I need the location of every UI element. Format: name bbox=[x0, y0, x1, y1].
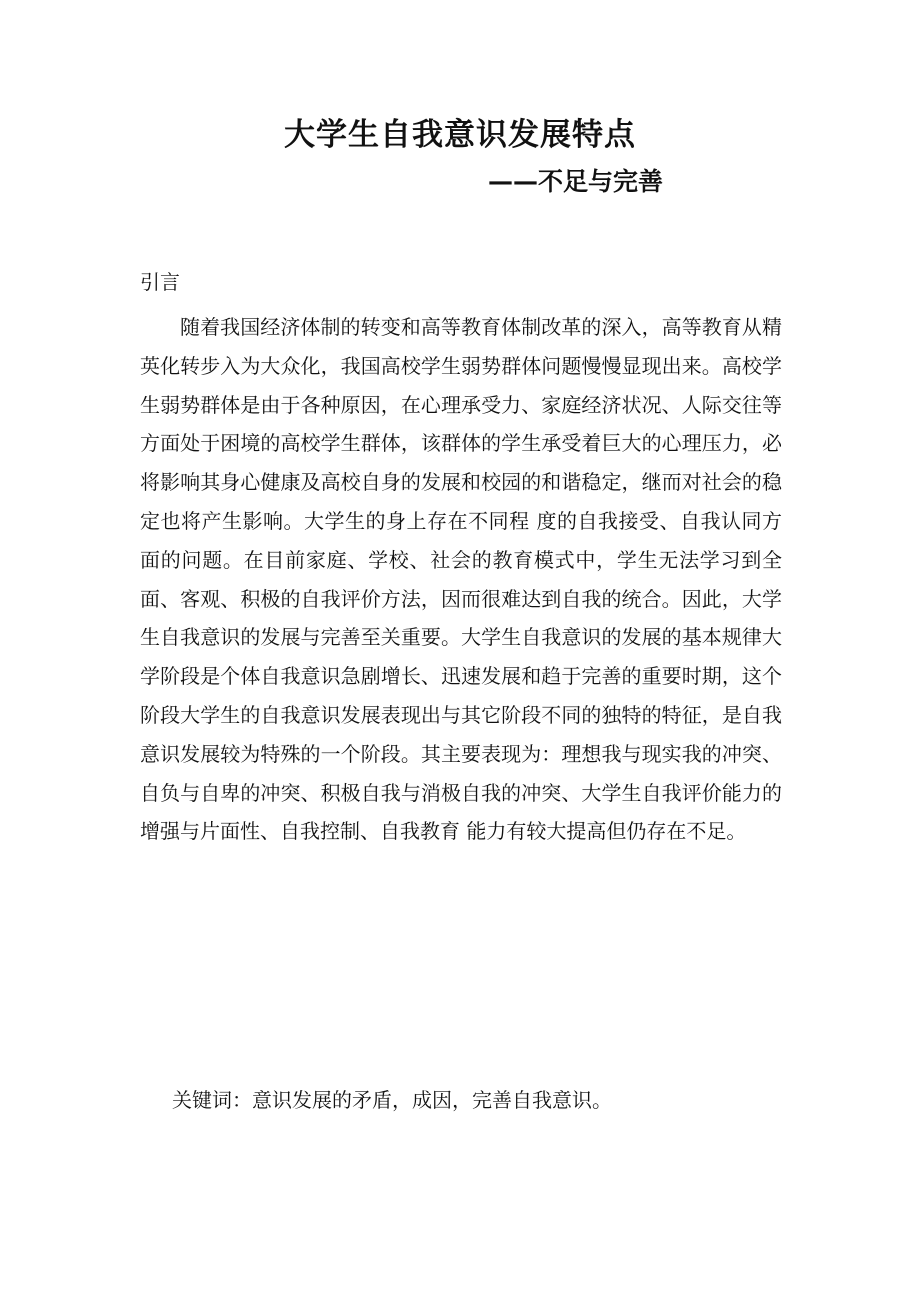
document-subtitle: ——不足与完善 bbox=[488, 167, 664, 196]
body-paragraph: 随着我国经济体制的转变和高等教育体制改革的深入，高等教育从精英化转步入为大众化，我国高校学生弱势群体问题慢慢显现出来。高校学生弱势群体是由于各种原因，在心理承受力、家庭经济状况、人际交往等方面处于困境的高校学生群体，该群体的学生承受着巨大的心理压力，必将影响其身心健康及高校自身的发展和校园的和谐稳定，继而对社会的稳定也将产生影响。大学生的身上存在不同程 度的自我接受、自我认同方面的问题。在目前家庭、学校、社会的教育模式中，学生无法学习到全面、客观、积极的自我评价方法，因而很难达到自我的统合。因此，大学生自我意识的发展与完善至关重要。大学生自我意识的发展的基本规律大学阶段是个体自我意识急剧增长、迅速发展和趋于完善的重要时期，这个阶段大学生的自我意识发展表现出与其它阶段不同的独特的特征，是自我意识发展较为特殊的一个阶段。其主要表现为：理想我与现实我的冲突、自负与自卑的冲突、积极自我与消极自我的冲突、大学生自我评价能力的增强与片面性、自我控制、自我教育 能力有较大提高但仍存在不足。 bbox=[140, 315, 782, 844]
section-heading: 引言 bbox=[140, 270, 180, 294]
document-title: 大学生自我意识发展特点 bbox=[284, 117, 636, 153]
keywords-line: 关键词：意识发展的矛盾，成因，完善自我意识。 bbox=[172, 1088, 612, 1112]
